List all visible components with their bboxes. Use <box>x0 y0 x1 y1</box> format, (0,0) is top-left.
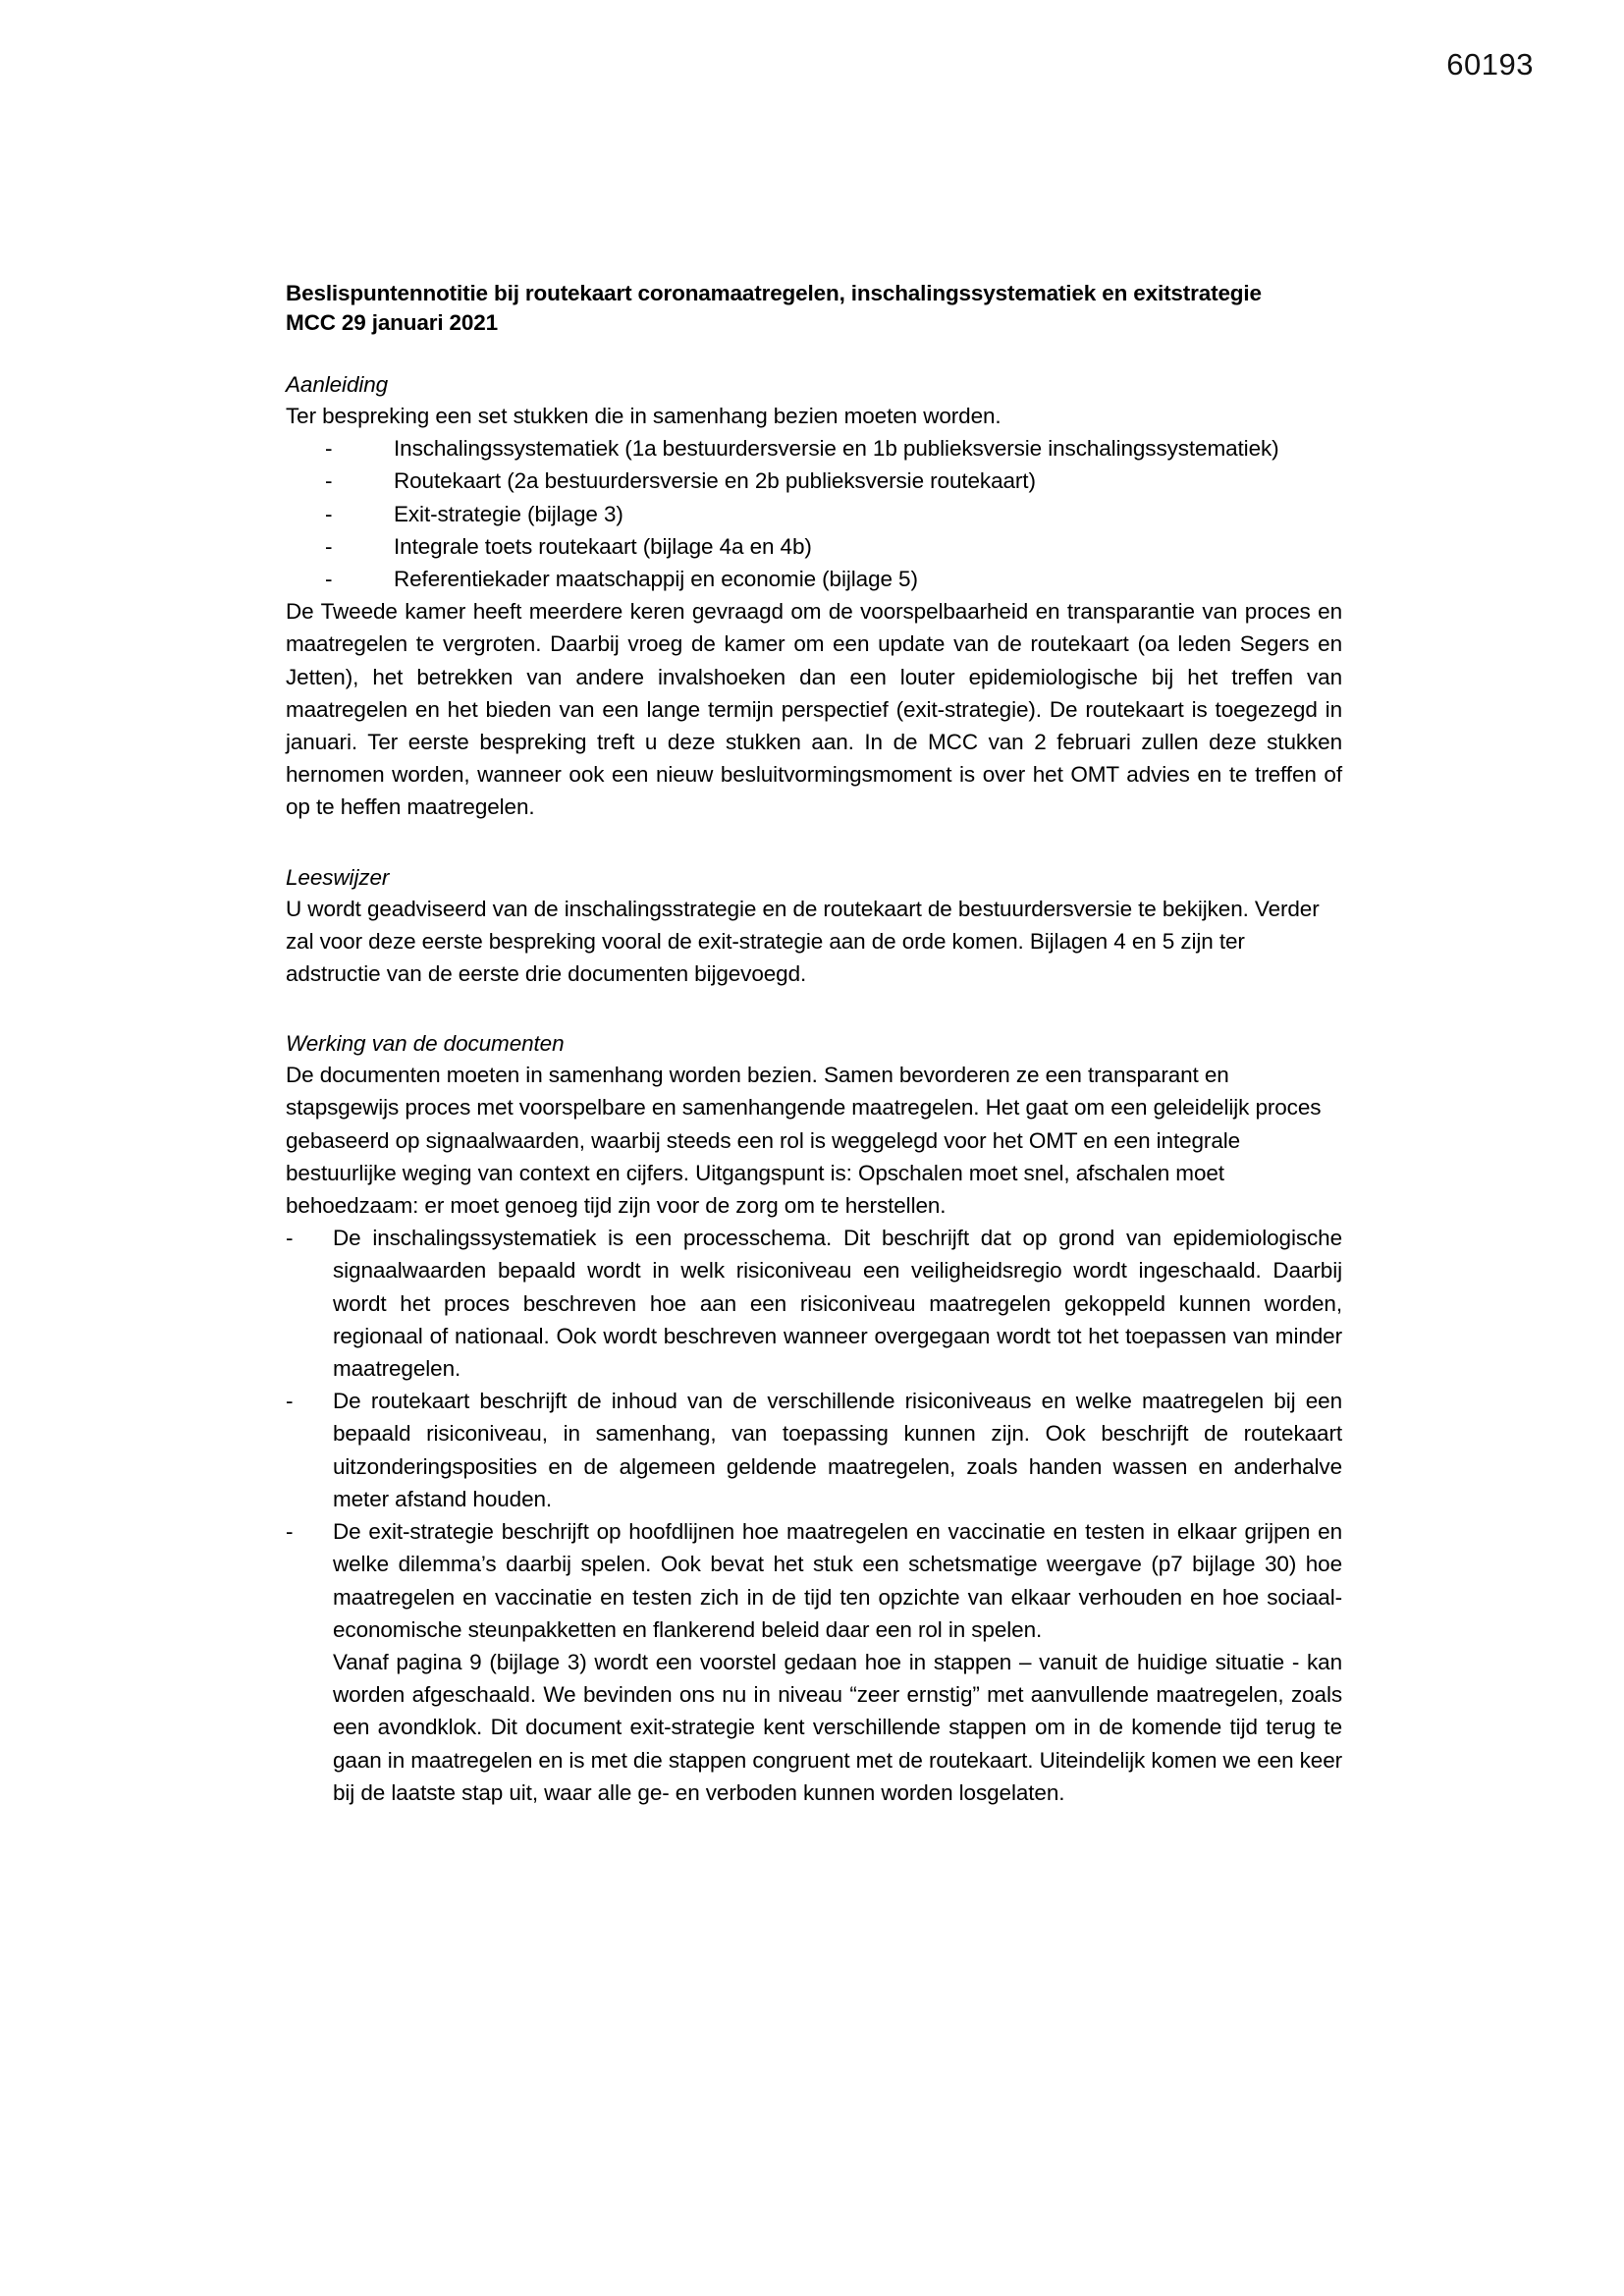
dash-marker: - <box>325 436 333 462</box>
dash-marker: - <box>325 533 333 559</box>
dash-marker: - <box>286 1519 294 1545</box>
leeswijzer-paragraph: U wordt geadviseerd van de inschalingsstrategie en de routekaart de bestuurdersversie te bekijken. Verder zal voor deze eerste bespreking vooral de exit-strategie aan de orde komen. Bijlagen 4 en 5 zijn ter adstructie van de eerste drie documenten bijgevoegd. <box>286 896 1320 987</box>
aanleiding-document-list <box>286 432 1342 595</box>
list-item-label: Integrale toets routekaart (bijlage 4a en 4b) <box>394 533 812 559</box>
werking-closing-paragraph: Vanaf pagina 9 (bijlage 3) wordt een voorstel gedaan hoe in stappen – vanuit de huidige situatie - kan worden afgeschaald. We bevinden ons nu in niveau “zeer ernstig” met aanvullende maatregelen, zoals een avondklok. Dit document exit-strategie kent verschillende stappen om in de komende tijd terug te gaan in maatregelen en is met die stappen congruent met de routekaart. Uiteindelijk komen we een keer bij de laatste stap uit, waar alle ge- en verboden kunnen worden losgelaten. <box>333 1649 1343 1805</box>
dash-marker: - <box>325 468 333 494</box>
list-item-label: Inschalingssystematiek (1a bestuurdersversie en 1b publieksversie inschalingssystematiek) <box>394 436 1279 462</box>
document-title-line2: MCC 29 januari 2021 <box>286 310 498 335</box>
section-heading-aanleiding: Aanleiding <box>286 372 389 397</box>
section-heading-werking: Werking van de documenten <box>286 1031 565 1057</box>
section-heading-leeswijzer: Leeswijzer <box>286 864 390 890</box>
list-item <box>286 465 1342 497</box>
list-item <box>286 563 1342 595</box>
page-number: 60193 <box>1446 47 1534 82</box>
list-item <box>286 432 1342 465</box>
list-item-label: De exit-strategie beschrijft op hoofdlijnen hoe maatregelen en vaccinatie en testen in elkaar grijpen en welke dilemma’s daarbij spelen. Ook bevat het stuk een schetsmatige weergave (p7 bijlage 30) hoe maatregelen en vaccinatie en testen zich in de tijd ten opzichte van elkaar verhouden en hoe sociaal-economische steunpakketten en flankerend beleid daar een rol in spelen. <box>333 1519 1342 1642</box>
list-item-label: Exit-strategie (bijlage 3) <box>394 501 623 526</box>
document-body <box>286 279 1342 1809</box>
dash-marker: - <box>325 567 333 592</box>
aanleiding-intro: Ter bespreking een set stukken die in samenhang bezien moeten worden. <box>286 404 1001 428</box>
list-item <box>286 1222 1342 1385</box>
list-item-label: De routekaart beschrijft de inhoud van de verschillende risiconiveaus en welke maatregelen bij een bepaald risiconiveau, in samenhang, van toepassing kunnen zijn. Ook beschrijft de routekaart uitzonderingsposities en de algemeen geldende maatregelen, zoals handen wassen en anderhalve meter afstand houden. <box>333 1389 1342 1511</box>
list-item <box>286 1385 1342 1515</box>
aanleiding-paragraph: De Tweede kamer heeft meerdere keren gevraagd om de voorspelbaarheid en transparantie van proces en maatregelen te vergroten. Daarbij vroeg de kamer om een update van de routekaart (oa leden Segers en Jetten), het betrekken van andere invalshoeken dan een louter epidemiologische bij het treffen van maatregelen en het bieden van een lange termijn perspectief (exit-strategie). De routekaart is toegezegd in januari. Ter eerste bespreking treft u deze stukken aan. In de MCC van 2 februari zullen deze stukken hernomen worden, wanneer ook een nieuw besluitvormingsmoment is over het OMT advies en te treffen of op te heffen maatregelen. <box>286 599 1342 820</box>
list-item-label: De inschalingssystematiek is een processchema. Dit beschrijft dat op grond van epidemiologische signaalwaarden bepaald wordt in welk risiconiveau een veiligheidsregio wordt ingeschaald. Daarbij wordt het proces beschreven hoe aan een risiconiveau maatregelen gekoppeld kunnen worden, regionaal of nationaal. Ook wordt beschreven wanneer overgegaan wordt tot het toepassen van minder maatregelen. <box>333 1226 1342 1382</box>
dash-marker: - <box>286 1226 294 1251</box>
list-item <box>286 1515 1342 1646</box>
document-title <box>286 279 1342 338</box>
list-item-label: Routekaart (2a bestuurdersversie en 2b publieksversie routekaart) <box>394 468 1036 494</box>
werking-paragraph: De documenten moeten in samenhang worden bezien. Samen bevorderen ze een transparant en stapsgewijs proces met voorspelbare en samenhangende maatregelen. Het gaat om een geleidelijk proces gebaseerd op signaalwaarden, waarbij steeds een rol is weggelegd voor het OMT en een integrale bestuurlijke weging van context en cijfers. Uitgangspunt is: Opschalen moet snel, afschalen moet behoedzaam: er moet genoeg tijd zijn voor de zorg om te herstellen. <box>286 1063 1322 1219</box>
dash-marker: - <box>286 1389 294 1414</box>
werking-document-list <box>286 1222 1342 1646</box>
dash-marker: - <box>325 501 333 526</box>
list-item <box>286 530 1342 563</box>
list-item-label: Referentiekader maatschappij en economie (bijlage 5) <box>394 567 918 592</box>
list-item <box>286 498 1342 530</box>
document-title-line1: Beslispuntennotitie bij routekaart coronamaatregelen, inschalingssystematiek en exitstrategie <box>286 281 1262 305</box>
